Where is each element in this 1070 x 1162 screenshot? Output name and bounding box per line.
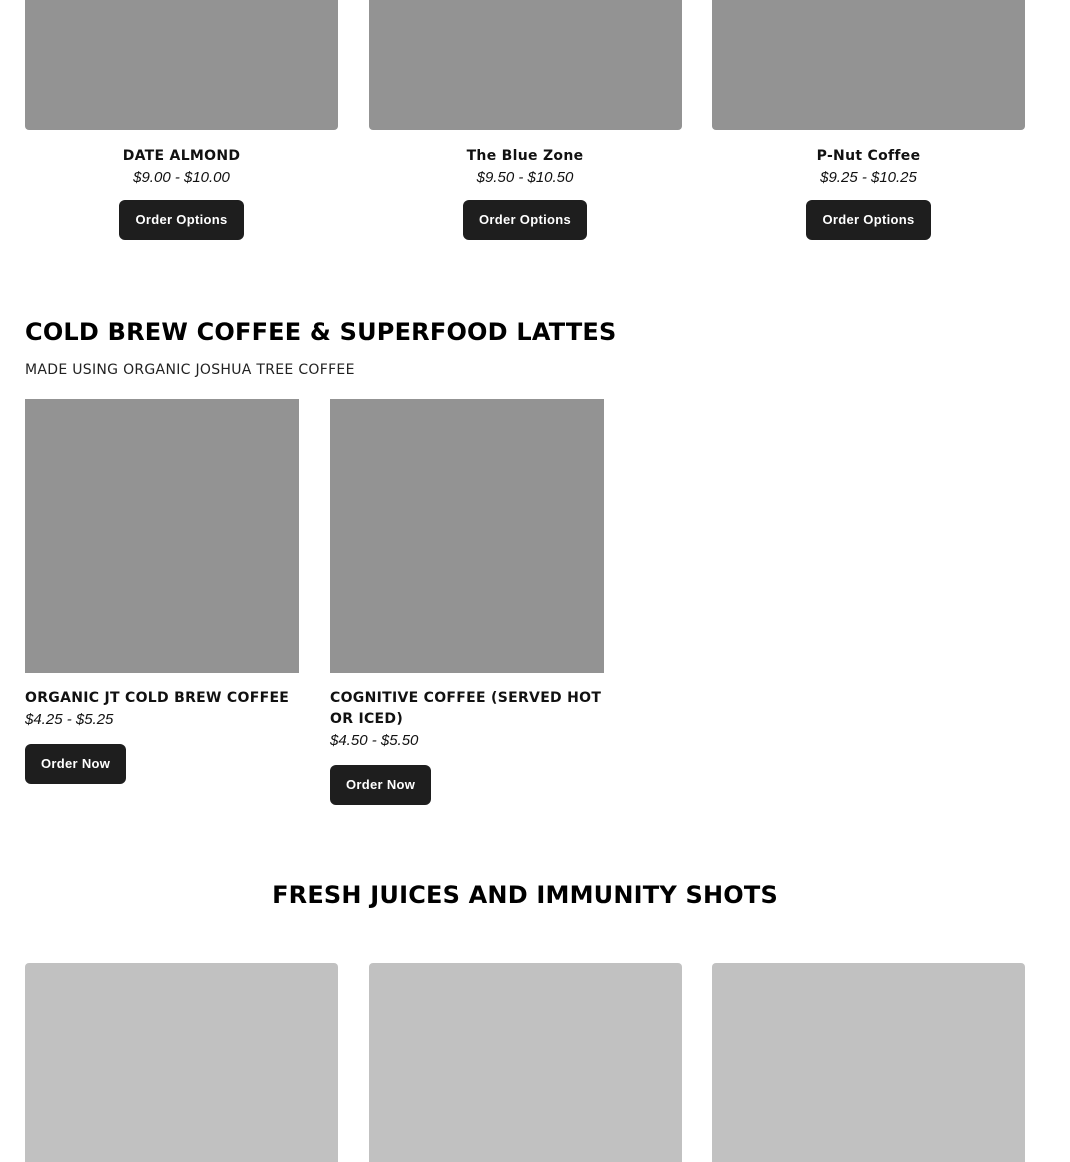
product-price: $4.50 - $5.50 xyxy=(330,732,419,749)
section-title-cold-brew: COLD BREW COFFEE & SUPERFOOD LATTES xyxy=(25,318,617,346)
product-card-cognitive-coffee xyxy=(330,399,604,805)
juice-product-grid xyxy=(25,963,1025,1162)
product-image[interactable] xyxy=(330,399,604,673)
cold-brew-product-grid xyxy=(25,399,604,805)
product-card-blue-zone xyxy=(369,0,682,240)
product-card xyxy=(369,963,682,1162)
product-image[interactable] xyxy=(712,963,1025,1162)
order-options-button[interactable]: Order Options xyxy=(806,200,930,240)
product-card xyxy=(712,963,1025,1162)
product-name[interactable]: ORGANIC JT COLD BREW COFFEE xyxy=(25,690,290,706)
order-options-button[interactable]: Order Options xyxy=(119,200,243,240)
section-title-juices: FRESH JUICES AND IMMUNITY SHOTS xyxy=(272,881,778,909)
product-card-organic-jt-cold-brew xyxy=(25,399,299,805)
order-options-button[interactable]: Order Options xyxy=(463,200,587,240)
section-subtitle-cold-brew: MADE USING ORGANIC JOSHUA TREE COFFEE xyxy=(25,362,355,378)
product-image[interactable] xyxy=(25,963,338,1162)
order-now-button[interactable]: Order Now xyxy=(25,744,126,784)
product-card-date-almond xyxy=(25,0,338,240)
product-price: $9.00 - $10.00 xyxy=(133,169,230,186)
product-image[interactable] xyxy=(25,0,338,130)
product-name[interactable]: The Blue Zone xyxy=(466,148,584,164)
product-card xyxy=(25,963,338,1162)
order-now-button[interactable]: Order Now xyxy=(330,765,431,805)
coffee-product-grid xyxy=(25,0,1025,240)
product-price: $4.25 - $5.25 xyxy=(25,711,114,728)
product-image[interactable] xyxy=(25,399,299,673)
product-card-p-nut-coffee xyxy=(712,0,1025,240)
product-price: $9.25 - $10.25 xyxy=(820,169,917,186)
product-image[interactable] xyxy=(369,0,682,130)
product-image[interactable] xyxy=(712,0,1025,130)
product-name[interactable]: COGNITIVE COFFEE (SERVED HOT OR ICED) xyxy=(330,690,602,727)
product-name[interactable]: DATE ALMOND xyxy=(122,148,241,164)
product-price: $9.50 - $10.50 xyxy=(476,169,574,186)
product-image[interactable] xyxy=(369,963,682,1162)
product-name[interactable]: P-Nut Coffee xyxy=(816,148,921,164)
